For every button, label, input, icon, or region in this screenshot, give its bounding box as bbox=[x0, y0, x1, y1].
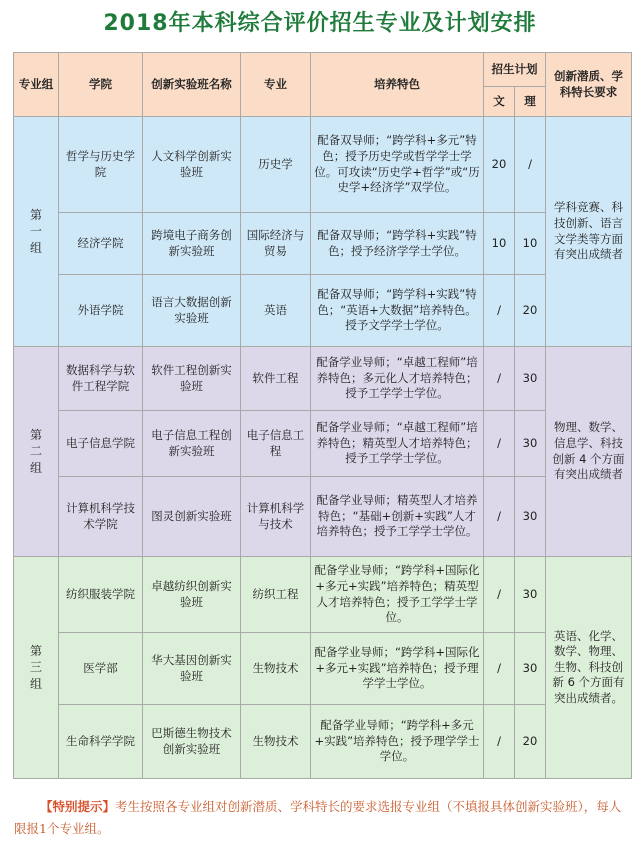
class-name-cell: 卓越纺织创新实验班 bbox=[143, 557, 241, 633]
major-cell: 生物技术 bbox=[241, 705, 311, 779]
group-label: 第 二 组 bbox=[14, 347, 59, 557]
arts-quota-cell: 10 bbox=[484, 213, 515, 275]
header-major: 专业 bbox=[241, 53, 311, 117]
arts-quota-cell: / bbox=[484, 275, 515, 347]
science-quota-cell: 30 bbox=[515, 633, 546, 705]
header-college: 学院 bbox=[59, 53, 143, 117]
college-cell: 纺织服装学院 bbox=[59, 557, 143, 633]
science-quota-cell: 20 bbox=[515, 275, 546, 347]
requirement-cell: 物理、数学、信息学、科技创新 4 个方面有突出成绩者 bbox=[546, 347, 632, 557]
header-features: 培养特色 bbox=[311, 53, 484, 117]
features-cell: 配备学业导师；“跨学科+多元+实践”培养特色；授予理学学士学位。 bbox=[311, 705, 484, 779]
table-row bbox=[14, 633, 632, 705]
features-cell: 配备学业导师；“跨学科+国际化+多元+实践”培养特色；授予理学学士学位。 bbox=[311, 633, 484, 705]
college-cell: 生命科学学院 bbox=[59, 705, 143, 779]
header-arts: 文 bbox=[484, 87, 515, 117]
features-cell: 配备双导师；“跨学科+实践”特色；授予经济学学士学位。 bbox=[311, 213, 484, 275]
major-cell: 计算机科学与技术 bbox=[241, 477, 311, 557]
science-quota-cell: 30 bbox=[515, 557, 546, 633]
class-name-cell: 华大基因创新实验班 bbox=[143, 633, 241, 705]
college-cell: 电子信息学院 bbox=[59, 411, 143, 477]
table-row bbox=[14, 117, 632, 213]
table-row bbox=[14, 705, 632, 779]
header-class-name: 创新实验班名称 bbox=[143, 53, 241, 117]
arts-quota-cell: / bbox=[484, 411, 515, 477]
class-name-cell: 电子信息工程创新实验班 bbox=[143, 411, 241, 477]
table-row bbox=[14, 213, 632, 275]
class-name-cell: 语言大数据创新实验班 bbox=[143, 275, 241, 347]
arts-quota-cell: / bbox=[484, 477, 515, 557]
admission-plan-table bbox=[13, 52, 632, 779]
science-quota-cell: / bbox=[515, 117, 546, 213]
science-quota-cell: 20 bbox=[515, 705, 546, 779]
major-cell: 生物技术 bbox=[241, 633, 311, 705]
science-quota-cell: 10 bbox=[515, 213, 546, 275]
page-title: 2018年本科综合评价招生专业及计划安排 bbox=[103, 11, 537, 36]
special-note bbox=[14, 796, 626, 840]
group-label: 第 一 组 bbox=[14, 117, 59, 347]
major-cell: 国际经济与贸易 bbox=[241, 213, 311, 275]
arts-quota-cell: / bbox=[484, 347, 515, 411]
arts-quota-cell: / bbox=[484, 557, 515, 633]
features-cell: 配备学业导师；“卓越工程师”培养特色；多元化人才培养特色；授予工学学士学位。 bbox=[311, 347, 484, 411]
header-science: 理 bbox=[515, 87, 546, 117]
class-name-cell: 人文科学创新实验班 bbox=[143, 117, 241, 213]
features-cell: 配备双导师；“跨学科+多元”特色；授予历史学或哲学学士学位。可攻读“历史学+哲学”或“历史学+经济学”双学位。 bbox=[311, 117, 484, 213]
note-text: 考生按照各专业组对创新潜质、学科特长的要求选报专业组（不填报具体创新实验班），每人限报1个专业组。 bbox=[14, 799, 622, 836]
header-group: 专业组 bbox=[14, 53, 59, 117]
table-row bbox=[14, 411, 632, 477]
major-cell: 电子信息工程 bbox=[241, 411, 311, 477]
table-row bbox=[14, 275, 632, 347]
college-cell: 外语学院 bbox=[59, 275, 143, 347]
major-cell: 英语 bbox=[241, 275, 311, 347]
arts-quota-cell: / bbox=[484, 633, 515, 705]
college-cell: 医学部 bbox=[59, 633, 143, 705]
college-cell: 经济学院 bbox=[59, 213, 143, 275]
table-row bbox=[14, 557, 632, 633]
arts-quota-cell: / bbox=[484, 705, 515, 779]
class-name-cell: 巴斯德生物技术创新实验班 bbox=[143, 705, 241, 779]
features-cell: 配备学业导师；“跨学科+国际化+多元+实践”培养特色；精英型人才培养特色；授予工学学士学位。 bbox=[311, 557, 484, 633]
header-quota: 招生计划 bbox=[484, 53, 546, 87]
college-cell: 哲学与历史学院 bbox=[59, 117, 143, 213]
class-name-cell: 图灵创新实验班 bbox=[143, 477, 241, 557]
features-cell: 配备双导师；“跨学科+实践”特色；“英语+大数据”培养特色。授予文学学士学位。 bbox=[311, 275, 484, 347]
college-cell: 数据科学与软件工程学院 bbox=[59, 347, 143, 411]
features-cell: 配备学业导师；精英型人才培养特色；“基础+创新+实践”人才培养特色；授予工学学士学位。 bbox=[311, 477, 484, 557]
major-cell: 纺织工程 bbox=[241, 557, 311, 633]
arts-quota-cell: 20 bbox=[484, 117, 515, 213]
major-cell: 历史学 bbox=[241, 117, 311, 213]
header-requirements: 创新潜质、学科特长要求 bbox=[546, 53, 632, 117]
major-cell: 软件工程 bbox=[241, 347, 311, 411]
science-quota-cell: 30 bbox=[515, 477, 546, 557]
features-cell: 配备学业导师；“卓越工程师”培养特色；精英型人才培养特色；授予工学学士学位。 bbox=[311, 411, 484, 477]
science-quota-cell: 30 bbox=[515, 347, 546, 411]
class-name-cell: 软件工程创新实验班 bbox=[143, 347, 241, 411]
science-quota-cell: 30 bbox=[515, 411, 546, 477]
table-row bbox=[14, 477, 632, 557]
group-label: 第 三 组 bbox=[14, 557, 59, 779]
note-label: 【特别提示】 bbox=[40, 799, 116, 814]
table-row bbox=[14, 347, 632, 411]
requirement-cell: 英语、化学、数学、物理、生物、科技创新 6 个方面有突出成绩者。 bbox=[546, 557, 632, 779]
requirement-cell: 学科竞赛、科技创新、语言文学类等方面有突出成绩者 bbox=[546, 117, 632, 347]
college-cell: 计算机科学技术学院 bbox=[59, 477, 143, 557]
class-name-cell: 跨境电子商务创新实验班 bbox=[143, 213, 241, 275]
